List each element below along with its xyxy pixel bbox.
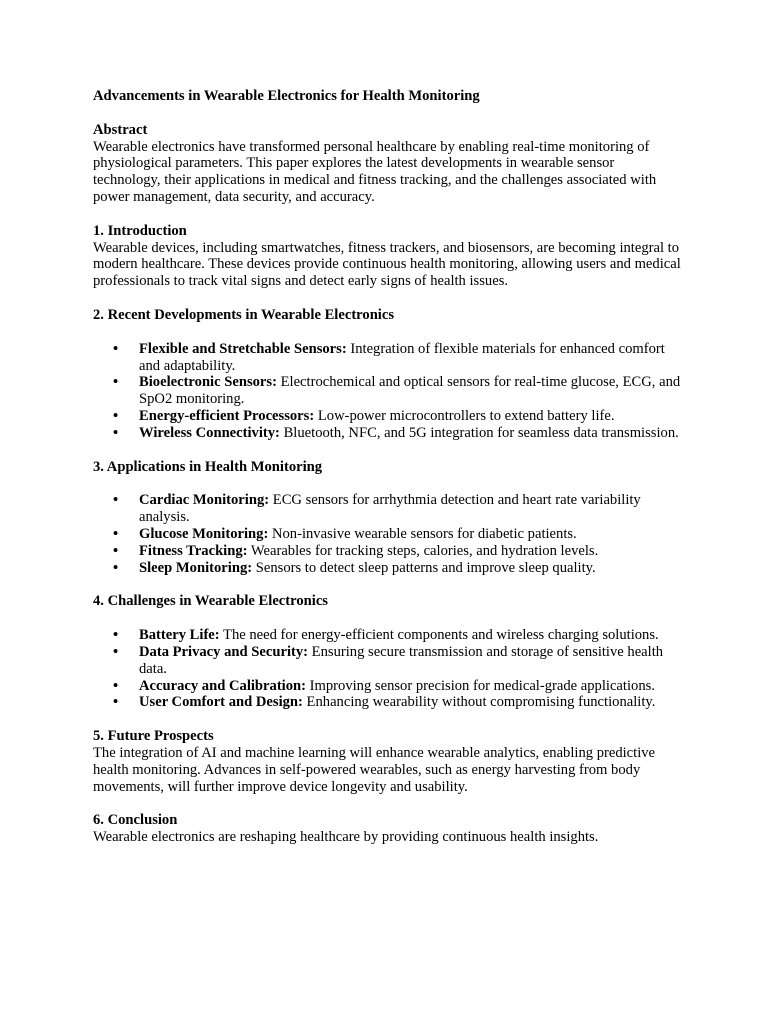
item-text: Bluetooth, NFC, and 5G integration for seamless data transmission. (279, 424, 679, 441)
bullet-icon: • (113, 374, 119, 391)
abstract-heading: Abstract (93, 121, 148, 138)
document-content (93, 88, 683, 863)
item-term: Data Privacy and Security: (139, 643, 309, 660)
future-heading: 5. Future Prospects (93, 728, 214, 745)
bullet-icon: • (113, 407, 119, 424)
item-text: Wearables for tracking steps, calories, and hydration levels. (247, 542, 599, 559)
list-item (93, 543, 683, 560)
item-text: Improving sensor precision for medical-grade applications. (306, 677, 655, 694)
item-term: Wireless Connectivity: (139, 424, 280, 441)
applications-section (93, 459, 683, 577)
list-item (93, 341, 683, 375)
conclusion-heading: 6. Conclusion (93, 812, 178, 829)
introduction-section (93, 223, 683, 290)
item-term: Energy-efficient Processors: (139, 407, 315, 424)
list-item (93, 644, 683, 678)
item-term: Sleep Monitoring: (139, 559, 253, 576)
introduction-text: Wearable devices, including smartwatches, fitness trackers, and biosensors, are becoming integral to modern healthcare. These devices provide continuous health monitoring, allowing users and medical professionals to track vital signs and detect early signs of health issues. (93, 239, 681, 290)
item-text: ECG sensors for arrhythmia detection and heart rate variability analysis. (139, 492, 641, 526)
conclusion-text: Wearable electronics are reshaping healthcare by providing continuous health insights. (93, 829, 599, 846)
applications-heading: 3. Applications in Health Monitoring (93, 458, 323, 475)
list-item (93, 678, 683, 695)
bullet-icon: • (113, 492, 119, 509)
list-item (93, 492, 683, 526)
list-item (93, 425, 683, 442)
item-term: Flexible and Stretchable Sensors: (139, 340, 347, 357)
challenges-list (93, 627, 683, 711)
bullet-icon: • (113, 340, 119, 357)
challenges-heading: 4. Challenges in Wearable Electronics (93, 593, 328, 610)
abstract-text: Wearable electronics have transformed personal healthcare by enabling real-time monitoring of physiological parameters. This paper explores the latest developments in wearable sensor technology, their applications in medical and fitness tracking, and the challenges associated with power management, data security, and accuracy. (93, 138, 657, 205)
bullet-icon: • (113, 694, 119, 711)
list-item (93, 374, 683, 408)
item-term: User Comfort and Design: (139, 694, 303, 711)
item-term: Accuracy and Calibration: (139, 677, 307, 694)
list-item (93, 694, 683, 711)
challenges-section (93, 593, 683, 711)
item-text: Non-invasive wearable sensors for diabetic patients. (268, 525, 577, 542)
bullet-icon: • (113, 542, 119, 559)
bullet-icon: • (113, 677, 119, 694)
item-text: Ensuring secure transmission and storage of sensitive health data. (139, 643, 664, 677)
document-title: Advancements in Wearable Electronics for Health Monitoring (93, 88, 480, 104)
item-text: Low-power microcontrollers to extend battery life. (314, 407, 615, 424)
item-text: Sensors to detect sleep patterns and improve sleep quality. (252, 559, 596, 576)
introduction-heading: 1. Introduction (93, 222, 187, 239)
bullet-icon: • (113, 424, 119, 441)
applications-list (93, 492, 683, 576)
list-item (93, 526, 683, 543)
abstract-section (93, 122, 683, 206)
future-section (93, 728, 683, 795)
item-term: Cardiac Monitoring: (139, 492, 270, 509)
list-item (93, 627, 683, 644)
bullet-icon: • (113, 643, 119, 660)
list-item (93, 560, 683, 577)
item-term: Battery Life: (139, 627, 220, 644)
bullet-icon: • (113, 559, 119, 576)
developments-list (93, 341, 683, 442)
item-text: Integration of flexible materials for enhanced comfort and adaptability. (139, 340, 665, 374)
item-term: Bioelectronic Sensors: (139, 374, 277, 391)
bullet-icon: • (113, 627, 119, 644)
developments-section (93, 307, 683, 442)
future-text: The integration of AI and machine learning will enhance wearable analytics, enabling predictive health monitoring. Advances in self-powered wearables, such as energy harvesting from body movements, will further improve device longevity and usability. (93, 744, 656, 795)
list-item (93, 408, 683, 425)
developments-heading: 2. Recent Developments in Wearable Electronics (93, 306, 395, 323)
item-text: The need for energy-efficient components and wireless charging solutions. (219, 627, 659, 644)
conclusion-section (93, 812, 683, 846)
item-term: Fitness Tracking: (139, 542, 248, 559)
item-text: Electrochemical and optical sensors for real-time glucose, ECG, and SpO2 monitoring. (139, 374, 681, 408)
item-term: Glucose Monitoring: (139, 525, 269, 542)
item-text: Enhancing wearability without compromising functionality. (302, 694, 656, 711)
bullet-icon: • (113, 525, 119, 542)
